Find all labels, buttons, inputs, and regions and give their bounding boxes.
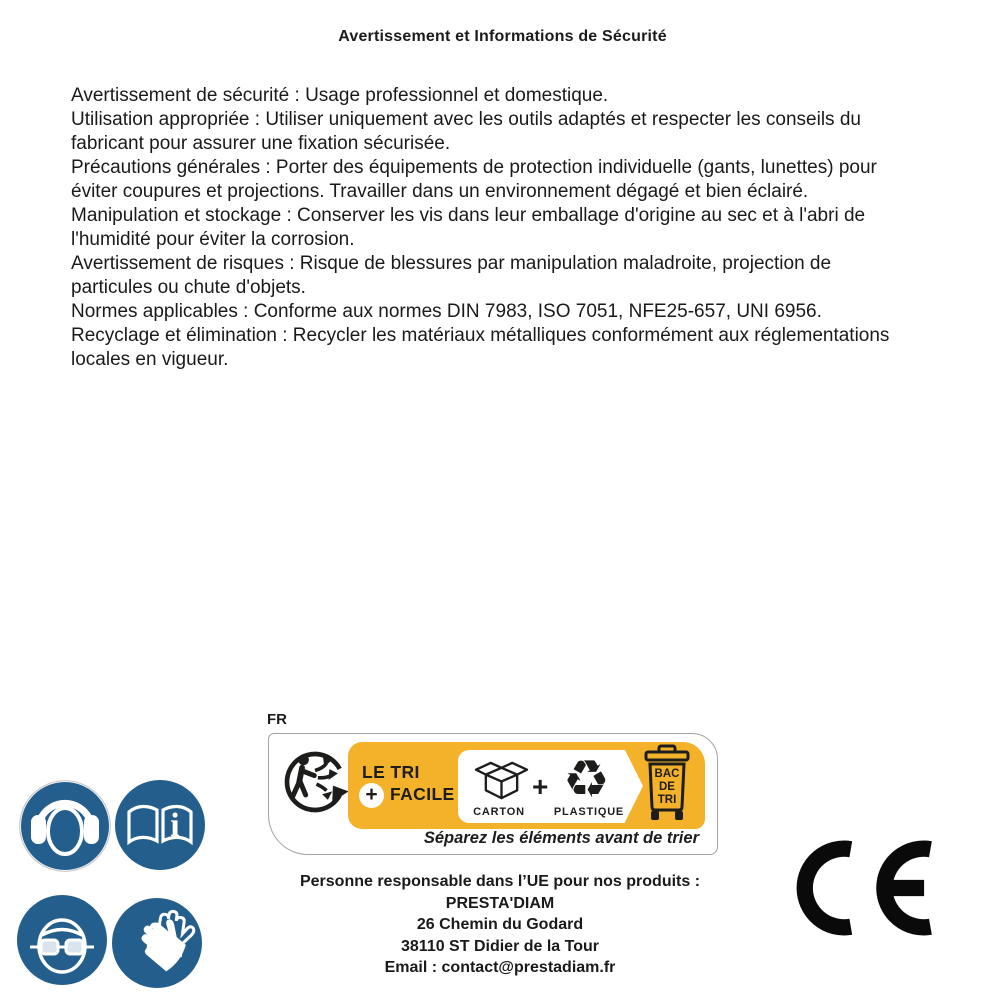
svg-text:BAC: BAC bbox=[654, 768, 680, 780]
eu-responsible-line: 38110 ST Didier de la Tour bbox=[401, 937, 599, 955]
safety-text-line: l'humidité pour éviter la corrosion. bbox=[71, 229, 355, 250]
tri-facile-headline-1: LE TRI bbox=[362, 762, 420, 782]
wear-ear-protection-icon bbox=[19, 780, 111, 872]
page-title: Avertissement et Informations de Sécurité bbox=[338, 28, 667, 45]
safety-text-block bbox=[71, 84, 951, 372]
safety-text-line: Avertissement de sécurité : Usage professionnel et domestique. bbox=[71, 85, 609, 106]
safety-text-line: Utilisation appropriée : Utiliser uniquement avec les outils adaptés et respecter les conseils du bbox=[71, 109, 861, 130]
tri-facile-yellow-panel bbox=[348, 742, 705, 829]
plus-circle-icon: + bbox=[359, 783, 384, 808]
material-carton-label: CARTON bbox=[473, 806, 525, 818]
carton-box-icon bbox=[472, 757, 531, 804]
material-plastique-label: PLASTIQUE bbox=[553, 806, 625, 818]
sorting-instruction: Séparez les éléments avant de trier bbox=[423, 829, 699, 847]
wear-protective-gloves-icon bbox=[111, 897, 203, 989]
materials-plus-sign: + bbox=[532, 771, 549, 802]
recycle-symbol-icon: ♻ bbox=[563, 750, 610, 810]
safety-text-line: Normes applicables : Conforme aux normes DIN 7983, ISO 7051, NFE25-657, UNI 6956. bbox=[71, 301, 822, 322]
safety-text-line: Avertissement de risques : Risque de blessures par manipulation maladroite, projection de bbox=[71, 253, 832, 274]
eu-responsible-line: 26 Chemin du Godard bbox=[416, 916, 584, 934]
svg-text:DE: DE bbox=[659, 781, 675, 793]
tri-facile-recycling-label bbox=[268, 733, 718, 855]
safety-text-line: fabricant pour assurer une fixation sécurisée. bbox=[71, 133, 451, 154]
ce-mark-icon bbox=[796, 840, 938, 936]
safety-text-line: Recyclage et élimination : Recycler les matériaux métalliques conformément aux réglementations bbox=[71, 325, 890, 346]
svg-text:TRI: TRI bbox=[657, 794, 677, 806]
safety-text-line: Précautions générales : Porter des équipements de protection individuelle (gants, lunettes) pour bbox=[71, 157, 877, 178]
wear-eye-protection-icon bbox=[16, 894, 108, 986]
svg-text:i: i bbox=[170, 807, 180, 844]
eu-responsible-line: PRESTA'DIAM bbox=[445, 894, 555, 912]
tri-facile-headline-2: FACILE bbox=[390, 784, 455, 804]
triman-icon bbox=[282, 743, 348, 821]
eu-responsible-line: Personne responsable dans l’UE pour nos produits : bbox=[299, 873, 701, 890]
sorting-bin-icon bbox=[642, 743, 692, 823]
eu-responsible-block bbox=[240, 871, 760, 979]
safety-text-line: éviter coupures et projections. Travailler dans un environnement dégagé et bien éclairé. bbox=[71, 181, 809, 202]
eu-responsible-line: Email : contact@prestadiam.fr bbox=[384, 959, 616, 977]
read-instruction-manual-icon bbox=[114, 779, 206, 871]
fr-country-label: FR bbox=[267, 711, 287, 728]
safety-text-line: particules ou chute d'objets. bbox=[71, 277, 306, 298]
safety-text-line: locales en vigueur. bbox=[71, 349, 229, 370]
safety-text-line: Manipulation et stockage : Conserver les vis dans leur emballage d'origine au sec et à l'abri de bbox=[71, 205, 866, 226]
